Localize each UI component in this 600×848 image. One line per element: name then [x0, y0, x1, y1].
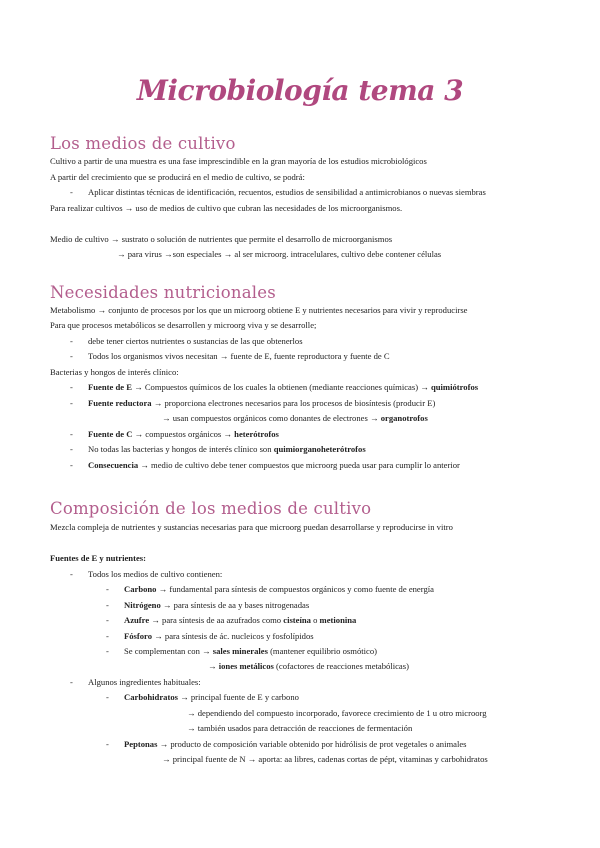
- bullet-dash: -: [106, 584, 109, 594]
- continuation-line: → iones metálicos (cofactores de reacciones metabólicas): [208, 661, 409, 671]
- bold-term: Fósforo: [124, 631, 153, 641]
- bold-term: Fuente de C: [88, 429, 133, 439]
- bullet-item: Aplicar distintas técnicas de identificación, recuentos, estudios de sensibilidad a antimicrobianos o nuevas siembras: [88, 187, 486, 197]
- bullet-dash: -: [70, 398, 73, 408]
- bullet-dash: -: [70, 677, 73, 687]
- section-heading-medios: Los medios de cultivo: [50, 134, 236, 153]
- bullet-dash: -: [70, 336, 73, 346]
- bold-term: Carbono: [124, 584, 157, 594]
- paragraph-line: Bacterias y hongos de interés clínico:: [50, 367, 179, 377]
- section-heading-necesidades: Necesidades nutricionales: [50, 283, 276, 302]
- sub-bullet-item: Peptonas → producto de composición variable obtenido por hidrólisis de prot vegetales o animales: [124, 739, 467, 749]
- bullet-item: No todas las bacterias y hongos de interés clínico son quimiorganoheterótrofos: [88, 444, 366, 454]
- bullet-dash: -: [70, 460, 73, 470]
- bullet-dash: -: [70, 444, 73, 454]
- continuation-line: → también usados para detracción de reacciones de fermentación: [187, 723, 413, 733]
- bullet-item: debe tener ciertos nutrientes o sustancias de las que obtenerlos: [88, 336, 303, 346]
- bullet-dash: -: [70, 429, 73, 439]
- bold-term: Nitrógeno: [124, 600, 161, 610]
- bold-term: sales minerales: [212, 646, 268, 656]
- sub-bullet-item: Se complementan con → sales minerales (mantener equilibrio osmótico): [124, 646, 377, 656]
- bold-term: iones metálicos: [218, 661, 274, 671]
- bullet-dash: -: [106, 615, 109, 625]
- bullet-dash: -: [106, 600, 109, 610]
- subheading: Fuentes de E y nutrientes:: [50, 553, 146, 563]
- bold-term: heterótrofos: [234, 429, 279, 439]
- sub-bullet-item: Carbohidratos → principal fuente de E y carbono: [124, 692, 299, 702]
- continuation-line: → dependiendo del compuesto incorporado, favorece crecimiento de 1 u otro microorg: [187, 708, 487, 718]
- sub-bullet-item: Carbono → fundamental para síntesis de compuestos orgánicos y como fuente de energía: [124, 584, 434, 594]
- bullet-dash: -: [70, 351, 73, 361]
- continuation-line: → usan compuestos orgánicos como donantes de electrones → organotrofos: [162, 413, 428, 423]
- paragraph-line: → para virus →son especiales → al ser microorg. intracelulares, cultivo debe contener células: [117, 249, 442, 259]
- bold-term: organotrofos: [380, 413, 428, 423]
- page-title: Microbiología tema 3: [136, 74, 464, 107]
- bullet-dash: -: [70, 187, 73, 197]
- bold-term: Fuente reductora: [88, 398, 152, 408]
- bullet-dash: -: [106, 646, 109, 656]
- paragraph-line: Medio de cultivo → sustrato o solución de nutrientes que permite el desarrollo de microorganismos: [50, 234, 393, 244]
- sub-bullet-item: Azufre → para síntesis de aa azufrados como cisteína o metionina: [124, 615, 357, 625]
- bold-term: Consecuencia: [88, 460, 139, 470]
- bullet-item: Algunos ingredientes habituales:: [88, 677, 201, 687]
- bold-term: quimiorganoheterótrofos: [273, 444, 366, 454]
- bold-term: Azufre: [124, 615, 150, 625]
- bullet-dash: -: [106, 739, 109, 749]
- bold-term: metionina: [319, 615, 357, 625]
- bold-term: Fuente de E: [88, 382, 132, 392]
- paragraph-line: Para realizar cultivos → uso de medios de cultivo que cubran las necesidades de los microorganismos.: [50, 203, 403, 213]
- paragraph-line: Mezcla compleja de nutrientes y sustancias necesarias para que microorg puedan desarrollarse y reproducirse in vitro: [50, 522, 453, 532]
- bullet-dash: -: [106, 631, 109, 641]
- bullet-item: Consecuencia → medio de cultivo debe tener compuestos que microorg pueda usar para cumplir lo anterior: [88, 460, 460, 470]
- paragraph-line: Cultivo a partir de una muestra es una fase imprescindible en la gran mayoría de los estudios microbiológicos: [50, 156, 427, 166]
- paragraph-line: Para que procesos metabólicos se desarrollen y microorg viva y se desarrolle;: [50, 320, 317, 330]
- section-heading-composicion: Composición de los medios de cultivo: [50, 499, 372, 518]
- bullet-item: Todos los organismos vivos necesitan → fuente de E, fuente reproductora y fuente de C: [88, 351, 390, 361]
- bullet-item: Fuente de C → compuestos orgánicos → heterótrofos: [88, 429, 279, 439]
- bold-term: Carbohidratos: [124, 692, 178, 702]
- sub-bullet-item: Nitrógeno → para síntesis de aa y bases nitrogenadas: [124, 600, 310, 610]
- continuation-line: → principal fuente de N → aporta: aa libres, cadenas cortas de pépt, vitaminas y carbohidratos: [162, 754, 488, 764]
- bold-term: quimiótrofos: [430, 382, 479, 392]
- bold-term: Peptonas: [124, 739, 158, 749]
- bullet-item: Fuente de E → Compuestos químicos de los cuales la obtienen (mediante reacciones químicas) → quimiótrofos: [88, 382, 479, 392]
- bullet-dash: -: [106, 692, 109, 702]
- paragraph-line: A partir del crecimiento que se producirá en el medio de cultivo, se podrá:: [50, 172, 305, 182]
- bold-term: cisteína: [283, 615, 311, 625]
- sub-bullet-item: Fósforo → para síntesis de ác. nucleicos y fosfolípidos: [124, 631, 314, 641]
- bullet-dash: -: [70, 382, 73, 392]
- bullet-item: Fuente reductora → proporciona electrones necesarios para los procesos de biosíntesis (producir E): [88, 398, 436, 408]
- bullet-dash: -: [70, 569, 73, 579]
- paragraph-line: Metabolismo → conjunto de procesos por los que un microorg obtiene E y nutrientes necesarios para vivir y reproducirse: [50, 305, 468, 315]
- bullet-item: Todos los medios de cultivo contienen:: [88, 569, 223, 579]
